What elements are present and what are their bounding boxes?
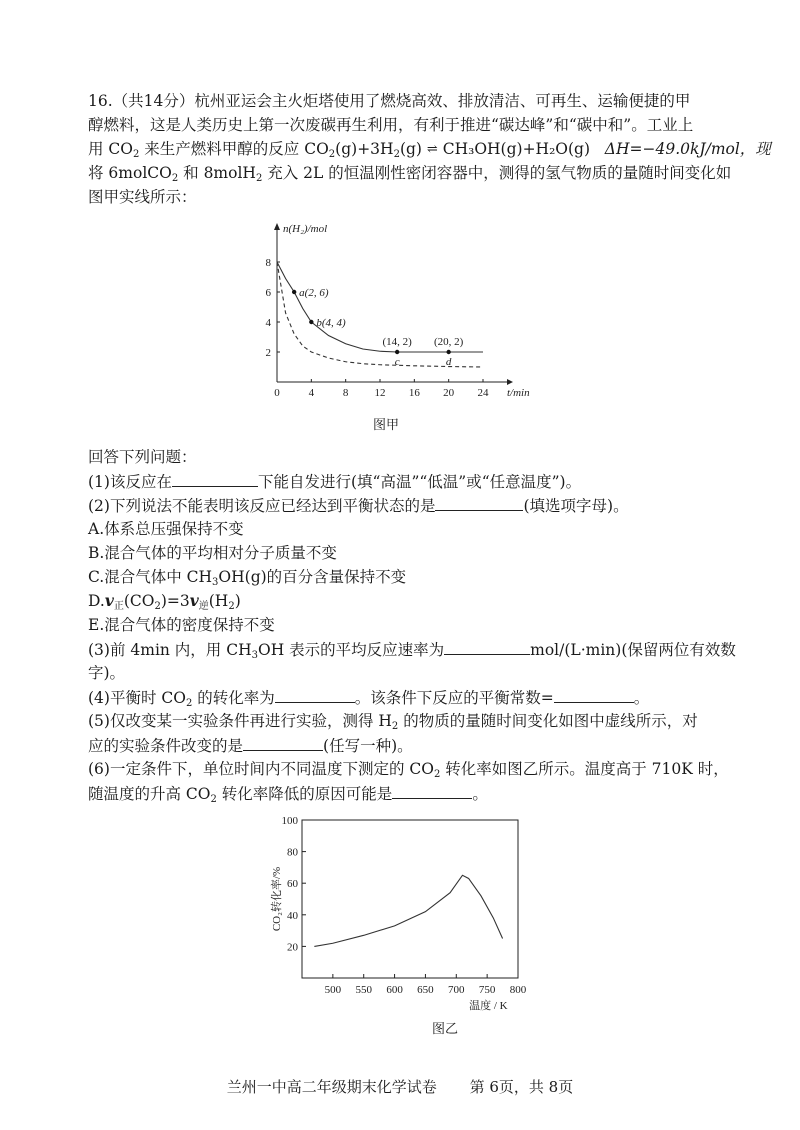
question-intro-line-2: 醇燃料，这是人类历史上第一次废碳再生利用，有利于推进“碳达峰”和“碳中和”。工业上: [88, 116, 694, 134]
q2: (2)下列说法不能表明该反应已经达到平衡状态的是 (填选项字母)。: [88, 494, 629, 517]
y-tick-label: 80: [287, 846, 298, 859]
question-intro-line-1: 16.（共14分）杭州亚运会主火炬塔使用了燃烧高效、排放清洁、可再生、运输便捷的甲: [88, 92, 691, 110]
x-tick-label: 650: [417, 984, 434, 996]
data-point: [292, 290, 296, 294]
q5-cont: 应的实验条件改变的是 (任写一种)。: [88, 734, 413, 757]
reaction-products: CH₃OH(g)+H₂O(g): [437, 140, 591, 158]
y-tick-label: 100: [281, 815, 298, 827]
plot-frame: [302, 820, 518, 978]
chart-yi-caption: 图乙: [432, 1022, 459, 1037]
q6: (6)一定条件下，单位时间内不同温度下测定的 $CO_2$ 转化率如图乙所示。温度高于 710K 时，: [88, 760, 729, 780]
q3: (3)前 4min 内，用 $CH_3OH$ 表示的平均反应速率为 mol/(L·min)(保留两位有效数: [88, 638, 736, 661]
x-tick-label: 20: [443, 387, 455, 399]
q4-constant-blank[interactable]: [554, 686, 634, 703]
y-tick-label: 60: [287, 878, 298, 891]
q5: (5)仅改变某一实验条件再进行实验，测得 $H_2$ 的物质的量随时间变化如图中虚线所示，对: [88, 712, 698, 732]
question-number: 16.: [88, 92, 113, 110]
chart-jia: [255, 212, 545, 412]
q3-answer-blank[interactable]: [444, 638, 530, 655]
chart-yi: [268, 812, 548, 1020]
y-tick-label: 6: [265, 287, 271, 299]
q4: (4)平衡时 $CO_2$ 的转化率为 。该条件下反应的平衡常数= 。: [88, 686, 649, 709]
x-tick-label: 24: [477, 387, 489, 399]
page-footer: [0, 1076, 800, 1097]
footer-page-number: 第 6页，共 8页: [469, 1078, 574, 1096]
data-point: [395, 350, 399, 354]
conversion-curve: [314, 875, 502, 946]
y-tick-label: 40: [287, 909, 298, 922]
question-points: （共14分）: [112, 92, 195, 110]
x-tick-label: 12: [374, 387, 386, 399]
q4-conversion-blank[interactable]: [275, 686, 355, 703]
q6-answer-blank[interactable]: [392, 782, 472, 799]
option-d: $D.v_正(CO_2)=3v_逆(H_2)$: [88, 591, 241, 612]
x-tick-label: 700: [448, 984, 465, 996]
data-point: [309, 320, 313, 324]
x-tick-label: 800: [509, 984, 527, 996]
point-letter: d: [445, 356, 452, 368]
option-c: C.混合气体中 $CH_3OH(g)$的百分含量保持不变: [88, 568, 407, 588]
y-tick-label: 8: [265, 257, 271, 269]
q2-answer-blank[interactable]: [435, 494, 523, 511]
y-axis-label: n(H₂)/mol: [283, 223, 328, 235]
y-axis-label: CO₂转化率/%: [271, 866, 283, 932]
y-tick-label: 4: [265, 317, 271, 329]
question-intro-line-4: 将 6molCO$_2$ 和 8molH$_2$ 充入 2L 的恒温刚性密闭容器中，测得的氢气物质的量随时间变化如: [88, 164, 732, 184]
x-tick-label: 600: [386, 984, 403, 996]
point-letter: c: [394, 356, 400, 368]
x-tick-label: 500: [324, 984, 342, 996]
chart-jia-caption: 图甲: [373, 418, 400, 433]
data-point: [446, 350, 450, 354]
q3-cont: 字)。: [88, 664, 126, 682]
footer-school: 兰州一中高二年级期末化学试卷: [226, 1078, 437, 1096]
point-label: (20, 2): [434, 336, 464, 348]
point-label: b(4, 4): [316, 317, 346, 329]
option-e: E.混合气体的密度保持不变: [88, 616, 275, 634]
x-tick-label: 16: [408, 387, 420, 399]
y-tick-label: 2: [265, 347, 271, 359]
option-b: B.混合气体的平均相对分子质量不变: [88, 544, 337, 562]
option-a: A.体系总压强保持不变: [88, 520, 244, 538]
delta-h: ΔH=−49.0kJ/mol，现: [604, 140, 771, 158]
q1: (1)该反应在 下能自发进行(填“高温”“低温”或“任意温度”)。: [88, 470, 581, 493]
question-intro-line-5: 图甲实线所示：: [88, 188, 197, 206]
q1-answer-blank[interactable]: [172, 470, 258, 487]
x-tick-label: 8: [342, 387, 349, 399]
q6-cont: 随温度的升高 $CO_2$ 转化率降低的原因可能是 。: [88, 782, 488, 805]
y-tick-label: 20: [287, 941, 298, 954]
x-tick-label: 0: [274, 387, 280, 399]
x-axis-label: 温度 / K: [469, 1000, 508, 1012]
x-tick-label: 4: [308, 387, 315, 399]
point-label: (14, 2): [382, 336, 412, 348]
x-axis-arrow: [507, 379, 513, 385]
x-axis-label: t/min: [507, 387, 530, 399]
equilibrium-arrow-icon: ⇌: [426, 142, 438, 157]
x-tick-label: 550: [355, 984, 372, 996]
q5-answer-blank[interactable]: [243, 734, 323, 751]
answers-prompt: 回答下列问题：: [88, 448, 197, 466]
question-intro-line-3: 用 $CO_2$ 来生产燃料甲醇的反应 $CO_2(g)+3H_2(g)$ ⇌ CH₃OH(g)+H₂O(g) ΔH=−49.0kJ/mol，现: [88, 140, 771, 160]
y-axis-arrow: [274, 223, 280, 230]
x-tick-label: 750: [478, 984, 496, 996]
point-label: a(2, 6): [299, 287, 329, 299]
